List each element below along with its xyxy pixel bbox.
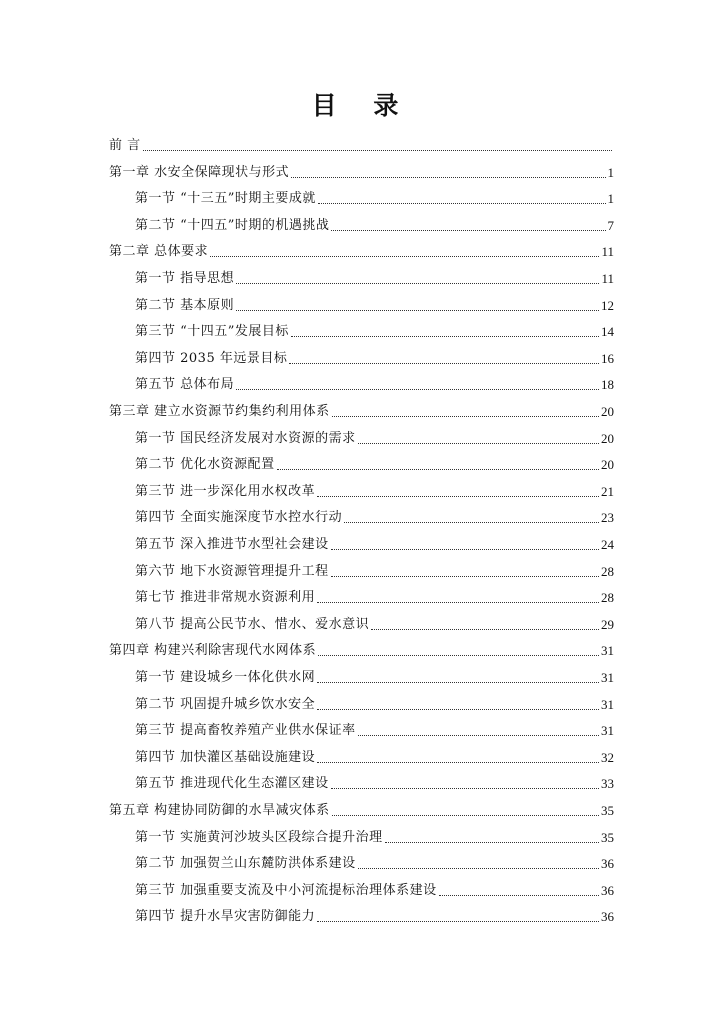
dot-leader	[317, 682, 599, 683]
dot-leader	[332, 416, 599, 417]
toc-section-entry[interactable]	[135, 557, 614, 581]
toc-page-number: 21	[601, 483, 614, 499]
toc-page-number: 12	[601, 297, 614, 313]
toc-entry-label: 第四节 2035 年远景目标	[135, 350, 288, 366]
toc-section-entry[interactable]	[135, 264, 614, 288]
toc-page-number: 20	[601, 430, 614, 446]
toc-section-entry[interactable]	[135, 211, 614, 235]
dot-leader	[358, 443, 599, 444]
toc-entry-label: 第二节 优化水资源配置	[135, 457, 275, 473]
toc-entry-label: 第二章 总体要求	[109, 244, 209, 260]
toc-page-number: 33	[601, 776, 614, 792]
toc-chapter-entry[interactable]	[109, 131, 614, 155]
toc-page-number: 18	[601, 377, 614, 393]
dot-leader	[236, 283, 599, 284]
dot-leader	[358, 735, 599, 736]
toc-entry-label: 第三节 “十四五”发展目标	[135, 324, 289, 340]
dot-leader	[358, 868, 599, 869]
toc-chapter-entry[interactable]	[109, 796, 614, 820]
dot-leader	[317, 496, 599, 497]
toc-chapter-entry[interactable]	[109, 158, 614, 182]
dot-leader	[331, 788, 599, 789]
toc-entry-label: 第二节 “十四五”时期的机遇挑战	[135, 217, 330, 233]
dot-leader	[143, 150, 612, 151]
toc-chapter-entry[interactable]	[109, 237, 614, 261]
page-title: 目 录	[311, 91, 413, 120]
toc-section-entry[interactable]	[135, 610, 614, 634]
dot-leader	[317, 762, 599, 763]
dot-leader	[236, 389, 599, 390]
dot-leader	[331, 549, 599, 550]
toc-page-number: 36	[601, 909, 614, 925]
toc-section-entry[interactable]	[135, 743, 614, 767]
toc-page-number: 14	[601, 324, 614, 340]
toc-entry-label: 第一章 水安全保障现状与形式	[109, 164, 290, 180]
toc-page-number: 24	[601, 537, 614, 552]
toc-page-number: 36	[601, 856, 614, 872]
toc-entry-label: 第四节 加快灌区基础设施建设	[135, 749, 316, 765]
toc-page-number: 20	[601, 404, 614, 419]
toc-section-entry[interactable]	[135, 424, 614, 448]
toc-section-entry[interactable]	[135, 477, 614, 501]
dot-leader	[210, 256, 599, 257]
toc-entry-label: 前 言	[109, 138, 141, 153]
dot-leader	[318, 655, 599, 656]
toc-page-number: 31	[601, 723, 614, 739]
toc-entry-label: 第五节 总体布局	[135, 377, 235, 393]
toc-section-entry[interactable]	[135, 184, 614, 208]
toc-page-number: 29	[601, 616, 614, 632]
dot-leader	[317, 709, 599, 710]
dot-leader	[277, 469, 599, 470]
toc-page-number: 31	[601, 696, 614, 712]
toc-section-entry[interactable]	[135, 876, 614, 900]
toc-section-entry[interactable]	[135, 583, 614, 607]
toc-section-entry[interactable]	[135, 450, 614, 474]
toc-entry-label: 第三节 进一步深化用水权改革	[135, 483, 316, 499]
toc-entry-label: 第一节 国民经济发展对水资源的需求	[135, 430, 356, 446]
toc-chapter-entry[interactable]	[109, 397, 614, 421]
toc-page-number: 1	[607, 164, 614, 180]
toc-page-number: 35	[601, 803, 614, 818]
toc-entry-label: 第七节 推进非常规水资源利用	[135, 590, 316, 606]
toc-section-entry[interactable]	[135, 291, 614, 315]
toc-page-number: 23	[601, 510, 614, 526]
toc-page-number: 16	[601, 350, 614, 366]
dot-leader	[331, 230, 605, 231]
toc-entry-label: 第三节 提高畜牧养殖产业供水保证率	[135, 723, 356, 739]
toc-page-number: 11	[601, 271, 614, 286]
toc-entry-label: 第二节 巩固提升城乡饮水安全	[135, 696, 316, 712]
dot-leader	[344, 522, 599, 523]
dot-leader	[291, 177, 605, 178]
toc-entry-label: 第二节 基本原则	[135, 297, 235, 313]
toc-entry-label: 第四章 构建兴利除害现代水网体系	[109, 643, 317, 659]
toc-section-entry[interactable]	[135, 663, 614, 687]
toc-section-entry[interactable]	[135, 344, 614, 368]
dot-leader	[385, 842, 599, 843]
toc-entry-label: 第四节 提升水旱灾害防御能力	[135, 909, 316, 925]
dot-leader	[318, 203, 606, 204]
toc-page-number: 11	[601, 244, 614, 260]
toc-entry-label: 第五节 深入推进节水型社会建设	[135, 537, 329, 552]
toc-entry-label: 第八节 提高公民节水、惜水、爱水意识	[135, 616, 370, 632]
toc-page-number: 36	[601, 882, 614, 898]
toc-section-entry[interactable]	[135, 716, 614, 740]
toc-chapter-entry[interactable]	[109, 636, 614, 660]
toc-entry-label: 第一节 “十三五”时期主要成就	[135, 191, 316, 207]
toc-page-number: 35	[601, 829, 614, 845]
toc-entry-label: 第三章 建立水资源节约集约利用体系	[109, 404, 330, 419]
toc-section-entry[interactable]	[135, 317, 614, 341]
toc-entry-label: 第二节 加强贺兰山东麓防洪体系建设	[135, 856, 356, 872]
dot-leader	[291, 336, 599, 337]
dot-leader	[236, 310, 599, 311]
toc-section-entry[interactable]	[135, 503, 614, 527]
dot-leader	[317, 602, 599, 603]
toc-page-number: 31	[601, 643, 614, 659]
toc-page-number: 32	[601, 749, 614, 765]
dot-leader	[289, 363, 599, 364]
toc-page-number: 1	[607, 191, 614, 207]
toc-entry-label: 第一节 指导思想	[135, 271, 235, 286]
toc-entry-label: 第五节 推进现代化生态灌区建设	[135, 776, 329, 792]
toc-page-number: 7	[607, 217, 614, 233]
toc-entry-label: 第三节 加强重要支流及中小河流提标治理体系建设	[135, 882, 437, 898]
toc-entry-label: 第一节 建设城乡一体化供水网	[135, 670, 316, 685]
toc-section-entry[interactable]	[135, 769, 614, 793]
toc-page-number: 31	[601, 670, 614, 685]
toc-page-number: 28	[601, 590, 614, 606]
toc-entry-label: 第五章 构建协同防御的水旱减灾体系	[109, 803, 330, 818]
toc-section-entry[interactable]	[135, 849, 614, 873]
toc-section-entry[interactable]	[135, 690, 614, 714]
toc-entry-label: 第六节 地下水资源管理提升工程	[135, 563, 329, 579]
toc-section-entry[interactable]	[135, 530, 614, 554]
dot-leader	[317, 921, 599, 922]
dot-leader	[332, 815, 599, 816]
toc-section-entry[interactable]	[135, 370, 614, 394]
toc-entry-label: 第四节 全面实施深度节水控水行动	[135, 510, 343, 526]
dot-leader	[371, 629, 599, 630]
toc-page-number: 20	[601, 457, 614, 473]
dot-leader	[331, 576, 599, 577]
toc-entry-label: 第一节 实施黄河沙坡头区段综合提升治理	[135, 829, 383, 845]
toc-section-entry[interactable]	[135, 902, 614, 926]
dot-leader	[439, 895, 599, 896]
toc-section-entry[interactable]	[135, 823, 614, 847]
toc-page-number: 28	[601, 563, 614, 579]
